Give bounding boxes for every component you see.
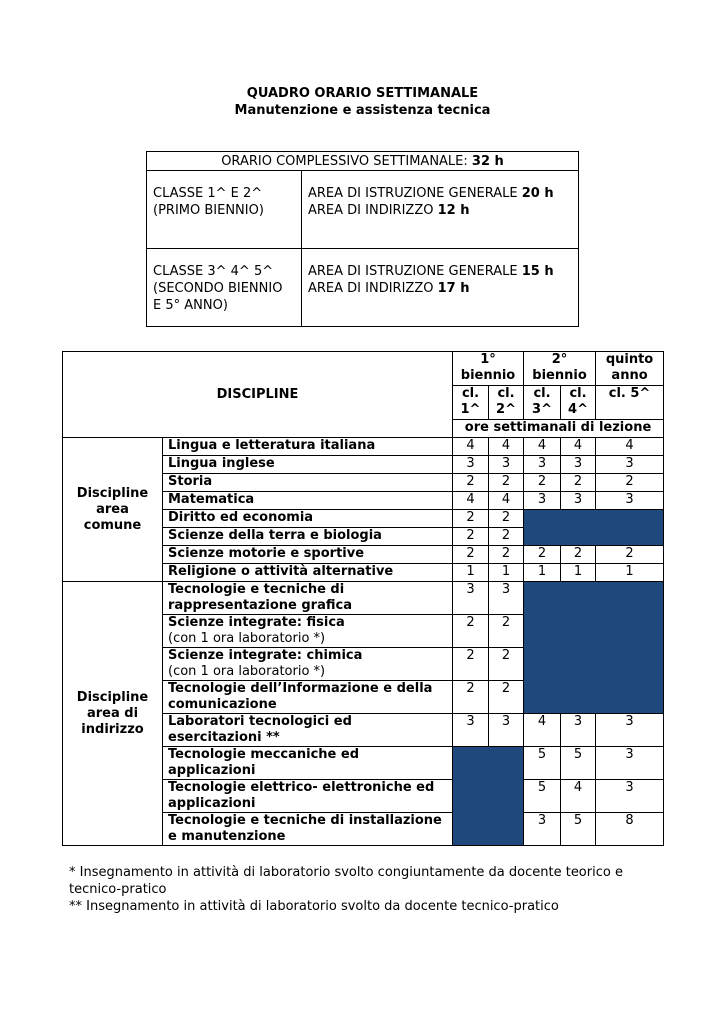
discipline-cell xyxy=(163,648,453,681)
hours-cell: 2 xyxy=(489,648,524,681)
discipline-name: Tecnologie e tecniche di rappresentazione grafica xyxy=(168,582,352,613)
summary-class-cell xyxy=(147,171,302,249)
discipline-cell xyxy=(163,528,453,546)
hours-cell: 4 xyxy=(489,438,524,456)
hours-cell: 3 xyxy=(596,747,664,780)
discipline-note: (con 1 ora laboratorio *) xyxy=(168,664,326,679)
discipline-name: Diritto ed economia xyxy=(168,510,314,525)
hours-cell: 3 xyxy=(596,492,664,510)
discipline-name: Scienze motorie e sportive xyxy=(168,546,365,561)
hours-cell: 5 xyxy=(561,747,596,780)
discipline-cell xyxy=(163,615,453,648)
hours-cell: 3 xyxy=(561,714,596,747)
discipline-name: Tecnologie e tecniche di installazione e manutenzione xyxy=(168,813,442,844)
summary-class-line: CLASSE 3^ 4^ 5^ xyxy=(153,264,274,279)
discipline-cell xyxy=(163,582,453,615)
discipline-name: Laboratori tecnologici ed esercitazioni ** xyxy=(168,714,352,745)
hours-cell: 3 xyxy=(489,582,524,615)
discipline-name: Scienze integrate: chimica xyxy=(168,648,363,663)
discipline-cell xyxy=(163,564,453,582)
hours-cell: 4 xyxy=(524,438,561,456)
hours-cell: 2 xyxy=(489,528,524,546)
hours-cell: 3 xyxy=(561,456,596,474)
hours-cell: 2 xyxy=(489,510,524,528)
hours-cell: 3 xyxy=(596,714,664,747)
area-label: Discipline area comune xyxy=(63,438,163,582)
discipline-cell xyxy=(163,438,453,456)
class-header: cl. 3^ xyxy=(524,386,561,420)
discipline-name: Tecnologie meccaniche ed applicazioni xyxy=(168,747,360,778)
table-row xyxy=(63,582,664,615)
hours-cell: 3 xyxy=(524,492,561,510)
table-row xyxy=(63,438,664,456)
hours-cell: 1 xyxy=(596,564,664,582)
summary-class-cell xyxy=(147,249,302,327)
hours-cell: 3 xyxy=(524,456,561,474)
class-header: cl. 1^ xyxy=(453,386,489,420)
discipline-name: Lingua inglese xyxy=(168,456,275,471)
discipline-cell xyxy=(163,681,453,714)
summary-header-label: ORARIO COMPLESSIVO SETTIMANALE: xyxy=(221,154,472,169)
summary-area-value: 17 h xyxy=(437,281,470,296)
hours-cell: 4 xyxy=(561,438,596,456)
schedule-table xyxy=(62,351,664,846)
discipline-name: Storia xyxy=(168,474,213,489)
discipline-cell xyxy=(163,780,453,813)
hours-cell: 4 xyxy=(453,492,489,510)
hours-cell: 2 xyxy=(561,546,596,564)
hours-cell: 2 xyxy=(453,510,489,528)
hours-cell: 4 xyxy=(524,714,561,747)
hours-cell: 5 xyxy=(561,813,596,846)
summary-class-line: E 5° ANNO) xyxy=(153,298,228,313)
discipline-name: Matematica xyxy=(168,492,255,507)
class-header: cl. 2^ xyxy=(489,386,524,420)
hours-cell: 4 xyxy=(453,438,489,456)
hours-cell: 2 xyxy=(489,546,524,564)
hours-cell: 2 xyxy=(561,474,596,492)
summary-area-line xyxy=(308,280,572,297)
hours-cell: 2 xyxy=(453,648,489,681)
hours-cell: 2 xyxy=(489,681,524,714)
summary-area-value: 15 h xyxy=(521,264,554,279)
hours-cell: 2 xyxy=(596,546,664,564)
summary-area-line xyxy=(308,185,572,202)
discipline-header: DISCIPLINE xyxy=(63,352,453,438)
summary-table xyxy=(146,151,579,327)
hours-cell: 3 xyxy=(489,714,524,747)
empty-cell xyxy=(524,582,664,714)
hours-cell: 8 xyxy=(596,813,664,846)
hours-cell: 4 xyxy=(489,492,524,510)
hours-cell: 2 xyxy=(524,474,561,492)
summary-area-value: 20 h xyxy=(521,186,554,201)
summary-area-line xyxy=(308,202,572,219)
discipline-cell xyxy=(163,510,453,528)
area-label: Discipline area di indirizzo xyxy=(63,582,163,846)
group-header: 1° biennio xyxy=(453,352,524,386)
hours-cell: 2 xyxy=(453,615,489,648)
hours-cell: 2 xyxy=(453,474,489,492)
summary-area-value: 12 h xyxy=(437,203,470,218)
hours-cell: 3 xyxy=(489,456,524,474)
summary-area-cell xyxy=(302,249,579,327)
hours-cell: 2 xyxy=(453,528,489,546)
discipline-cell xyxy=(163,714,453,747)
discipline-name: Tecnologie dell’Informazione e della comunicazione xyxy=(168,681,433,712)
class-header: cl. 5^ xyxy=(596,386,664,420)
discipline-cell xyxy=(163,492,453,510)
hours-cell: 2 xyxy=(453,546,489,564)
hours-cell: 3 xyxy=(453,582,489,615)
page-title: QUADRO ORARIO SETTIMANALE xyxy=(246,86,479,101)
discipline-cell xyxy=(163,546,453,564)
footnote-2: ** Insegnamento in attività di laboratorio svolto da docente tecnico-pratico xyxy=(69,899,559,914)
hours-cell: 3 xyxy=(524,813,561,846)
summary-area-label: AREA DI ISTRUZIONE GENERALE xyxy=(308,186,522,201)
hours-label: ore settimanali di lezione xyxy=(453,420,664,438)
hours-cell: 2 xyxy=(524,546,561,564)
footnote-1: * Insegnamento in attività di laboratorio svolto congiuntamente da docente teorico e tecnico-pratico xyxy=(69,865,623,897)
hours-cell: 2 xyxy=(489,615,524,648)
hours-cell: 5 xyxy=(524,747,561,780)
hours-cell: 3 xyxy=(561,492,596,510)
group-header: quinto anno xyxy=(596,352,664,386)
class-header: cl. 4^ xyxy=(561,386,596,420)
discipline-name: Religione o attività alternative xyxy=(168,564,394,579)
summary-class-line: (PRIMO BIENNIO) xyxy=(153,203,264,218)
hours-cell: 4 xyxy=(561,780,596,813)
discipline-name: Tecnologie elettrico- elettroniche ed applicazioni xyxy=(168,780,435,811)
discipline-name: Scienze integrate: fisica xyxy=(168,615,345,630)
summary-header-value: 32 h xyxy=(471,154,504,169)
summary-area-label: AREA DI INDIRIZZO xyxy=(308,203,438,218)
discipline-name: Lingua e letteratura italiana xyxy=(168,438,376,453)
discipline-name: Scienze della terra e biologia xyxy=(168,528,382,543)
hours-cell: 3 xyxy=(453,714,489,747)
hours-cell: 3 xyxy=(596,780,664,813)
hours-cell: 1 xyxy=(524,564,561,582)
page-subtitle: Manutenzione e assistenza tecnica xyxy=(234,103,491,118)
summary-area-line xyxy=(308,263,572,280)
hours-cell: 3 xyxy=(596,456,664,474)
hours-cell: 5 xyxy=(524,780,561,813)
discipline-cell xyxy=(163,474,453,492)
discipline-cell xyxy=(163,456,453,474)
discipline-cell xyxy=(163,813,453,846)
summary-class-line: CLASSE 1^ E 2^ xyxy=(153,186,263,201)
discipline-note: (con 1 ora laboratorio *) xyxy=(168,631,326,646)
summary-area-cell xyxy=(302,171,579,249)
hours-cell: 1 xyxy=(489,564,524,582)
hours-cell: 1 xyxy=(561,564,596,582)
summary-area-label: AREA DI ISTRUZIONE GENERALE xyxy=(308,264,522,279)
hours-cell: 1 xyxy=(453,564,489,582)
summary-area-label: AREA DI INDIRIZZO xyxy=(308,281,438,296)
group-header: 2° biennio xyxy=(524,352,596,386)
hours-cell: 2 xyxy=(489,474,524,492)
hours-cell: 4 xyxy=(596,438,664,456)
empty-cell xyxy=(453,747,524,846)
empty-cell xyxy=(524,510,664,546)
summary-header xyxy=(147,152,579,171)
summary-class-line: (SECONDO BIENNIO xyxy=(153,281,283,296)
discipline-cell xyxy=(163,747,453,780)
hours-cell: 2 xyxy=(596,474,664,492)
hours-cell: 3 xyxy=(453,456,489,474)
hours-cell: 2 xyxy=(453,681,489,714)
